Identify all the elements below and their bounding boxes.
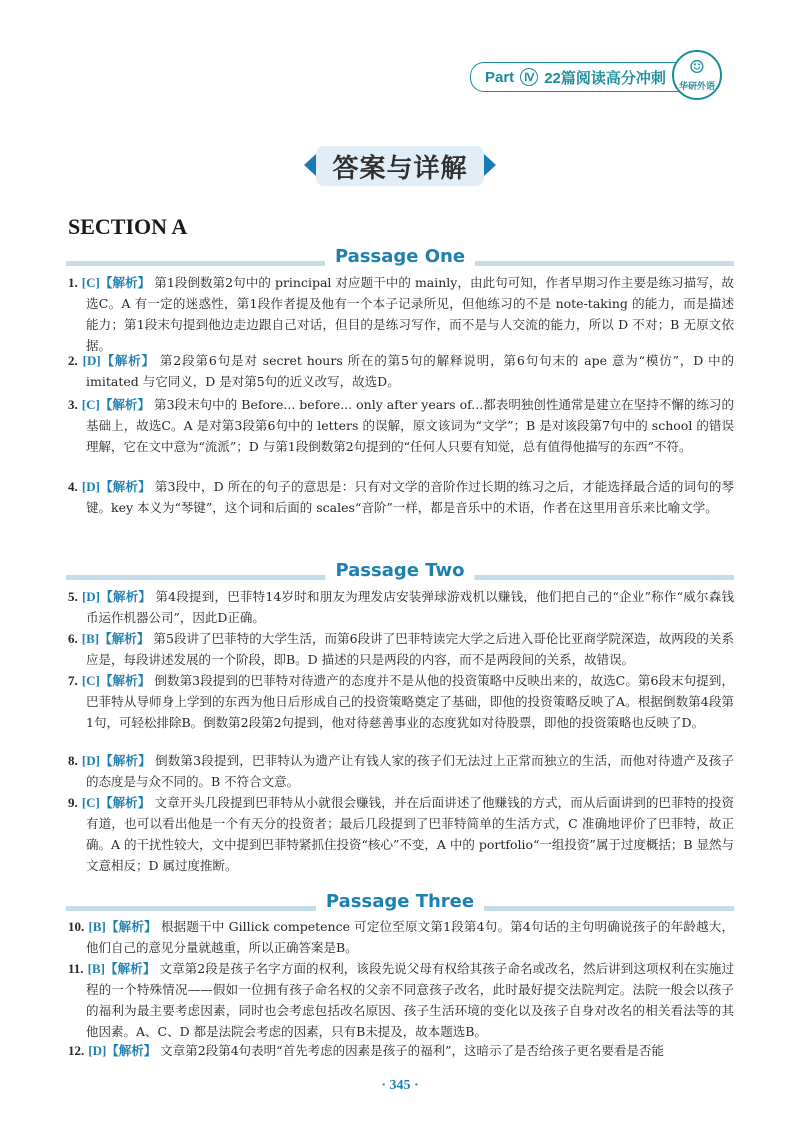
passage-label: Passage One [325, 246, 475, 267]
answer-item: 2. [D]【解析】 第2段第6句是对 secret hours 所在的第5句的解释说明，第6句句末的 ape 意为“模仿”，D 中的 imitated 与它同义，D 是对第5句的近义改写，故选D。 [68, 353, 734, 389]
answer-item: 9. [C]【解析】 文章开头几段提到巴菲特从小就很会赚钱，并在后面讲述了他赚钱的方式，而从后面讲到的巴菲特的投资有道，也可以看出他是一个有天分的投资者；最后几段提到了巴菲特简单的生活方式，C 准确地评价了巴菲特，故正确。A 的干扰性较大，文中提到巴菲特紧抓住投资“核心”不变，A 中的 portfolio“一组投资”属于过度概括；B 显然与文意相反；D 属过度推断。 [68, 795, 734, 873]
answer-key: [D] [81, 479, 100, 494]
answer-key: [C] [81, 397, 100, 412]
passage-bar-one [66, 248, 734, 270]
answer-key: [D] [81, 753, 100, 768]
answer-key: [D] [88, 1043, 107, 1058]
answer-text: 第3段中，D 所在的句子的意思是：只有对文学的音阶作过长期的练习之后，才能选择最合适的词句的琴键。key 本义为“琴键”，这个词和后面的 scales“音阶”一样，都是音乐中的术语，作者在这里用音乐来比喻文学。 [86, 479, 734, 515]
answer-item: 10. [B]【解析】 根据题干中 Gillick competence 可定位至原文第1段第4句。第4句话的主句明确说孩子的年龄越大，他们自己的意见分量就越重，所以正确答案是B。 [68, 919, 734, 955]
section-heading: SECTION A [68, 214, 188, 239]
answer-text: 倒数第3段提到，巴菲特认为遗产让有钱人家的孩子们无法过上正常而独立的生活，而他对待遗产及孩子的态度是与众不同的。B 不符合文意。 [86, 753, 734, 789]
part-label: Part [485, 68, 515, 86]
answer-item: 1. [C]【解析】 第1段倒数第2句中的 principal 对应题干中的 mainly，由此句可知，作者早期习作主要是练习描写，故选C。A 有一定的迷惑性，第1段作者提及他有一个本子记录所见，但他练习的不是 note-taking 的能力，而是描述能力；第1段末句提到他边走边跟自己对话，但目的是练习写作，而不是与人交流的能力，所以 D 不对；B 无原文依据。 [68, 275, 734, 353]
answer-key: [B] [81, 631, 100, 646]
logo-text: 华研外语 [678, 80, 715, 91]
page-header [0, 0, 800, 110]
answer-item: 11. [B]【解析】 文章第2段是孩子名字方面的权利，该段先说父母有权给其孩子命名或改名，然后讲到这项权利在实施过程的一个特殊情况——假如一位拥有孩子命名权的父亲不同意孩子改名，此时最好提交法院判定。法院一般会以孩子的福利为最主要考虑因素，同时也会考虑包括改名原因、孩子生活环境的变化以及孩子自身对改名的相关看法等的其他因素。A、C、D 都是法院会考虑的因素，只有B未提及，故本题选B。 [68, 961, 734, 1039]
answer-text: 第5段讲了巴菲特的大学生活，而第6段讲了巴菲特读完大学之后进入哥伦比亚商学院深造，故两段的关系应是，每段讲述发展的一个阶段，即B。D 描述的只是两段的内容，而不是两段间的关系，故错误。 [86, 631, 734, 667]
answer-text: 文章第2段是孩子名字方面的权利，该段先说父母有权给其孩子命名或改名，然后讲到这项权利在实施过程的一个特殊情况——假如一位拥有孩子命名权的父亲不同意孩子改名，此时最好提交法院判定。法院一般会以孩子的福利为最主要考虑因素，同时也会考虑包括改名原因、孩子生活环境的变化以及孩子自身对改名的相关看法等的其他因素。A、C、D 都是法院会考虑的因素，只有B未提及，故本题选B。 [86, 961, 734, 1039]
answer-item: 5. [D]【解析】 第4段提到，巴菲特14岁时和朋友为理发店安装弹球游戏机以赚钱，他们把自己的“企业”称作“威尔森钱币运作机器公司”，因此D正确。 [68, 589, 734, 625]
publisher-logo [672, 50, 722, 100]
page-title: 答案与详解 [316, 146, 484, 186]
answer-item: 8. [D]【解析】 倒数第3段提到，巴菲特认为遗产让有钱人家的孩子们无法过上正常而独立的生活，而他对待遗产及孩子的态度是与众不同的。B 不符合文意。 [68, 753, 734, 789]
answer-text: 根据题干中 Gillick competence 可定位至原文第1段第4句。第4句话的主句明确说孩子的年龄越大，他们自己的意见分量就越重，所以正确答案是B。 [86, 919, 734, 955]
passage-label: Passage Two [325, 560, 474, 581]
answer-item: 3. [C]【解析】 第3段末句中的 Before... before... only after years of...都表明独创性通常是建立在坚持不懈的练习的基础上，故选C。A 是对第3段第6句中的 letters 的误解，原文该词为“文学”；B 是对该段第7句中的 school 的错误理解，它在文中意为“流派”；D 与第1段倒数第2句提到的“任何人只要有知觉，总有值得他描写的东西”不符。 [68, 397, 734, 454]
passage-label: Passage Three [316, 891, 484, 912]
part-numeral: Ⅳ [520, 68, 538, 86]
passage-bar-three [66, 893, 734, 915]
answer-key: [C] [81, 275, 100, 290]
answer-key: [B] [88, 919, 106, 934]
frog-icon: ☺ [688, 56, 706, 78]
page-number: · 345 · [381, 1078, 419, 1093]
title-banner [300, 140, 500, 190]
answer-item: 12. [D]【解析】 文章第2段第4句表明“首先考虑的因素是孩子的福利”，这暗示了是否给孩子更名要看是否能 [68, 1043, 664, 1058]
answer-key: [C] [81, 673, 100, 688]
answer-item: 7. [C]【解析】 倒数第3段提到的巴菲特对待遗产的态度并不是从他的投资策略中反映出来的，故选C。第6段末句提到，巴菲特从导师身上学到的东西为他日后形成自己的投资策略奠定了基础，即他的投资策略反映了A。根据倒数第4段第1句，可轻松排除B。倒数第2段第2句提到，他对待慈善事业的态度犹如对待股票，即他的投资策略也反映了D。 [68, 673, 734, 730]
answer-text: 第1段倒数第2句中的 principal 对应题干中的 mainly，由此句可知，作者早期习作主要是练习描写，故选C。A 有一定的迷惑性，第1段作者提及他有一个本子记录所见，但他练习的不是 note-taking 的能力，而是描述能力；第1段末句提到他边走边跟自己对话，但目的是练习写作，而不是与人交流的能力，所以 D 不对；B 无原文依据。 [86, 275, 734, 353]
answer-text: 文章第2段第4句表明“首先考虑的因素是孩子的福利”，这暗示了是否给孩子更名要看是否能 [160, 1043, 664, 1058]
passage-bar-two [66, 562, 734, 584]
answer-item: 6. [B]【解析】 第5段讲了巴菲特的大学生活，而第6段讲了巴菲特读完大学之后进入哥伦比亚商学院深造，故两段的关系应是，每段讲述发展的一个阶段，即B。D 描述的只是两段的内容，而不是两段间的关系，故错误。 [68, 631, 734, 667]
answer-text: 文章开头几段提到巴菲特从小就很会赚钱，并在后面讲述了他赚钱的方式，而从后面讲到的巴菲特的投资有道，也可以看出他是一个有天分的投资者；最后几段提到了巴菲特简单的生活方式，C 准确地评价了巴菲特，故正确。A 的干扰性较大，文中提到巴菲特紧抓住投资“核心”不变，A 中的 portfolio“一组投资”属于过度概括；B 显然与文意相反；D 属过度推断。 [86, 795, 734, 873]
answer-key: [D] [81, 589, 100, 604]
part-title: 22篇阅读高分冲刺 [544, 69, 666, 87]
answer-key: [D] [82, 353, 101, 368]
answer-item: 4. [D]【解析】 第3段中，D 所在的句子的意思是：只有对文学的音阶作过长期的练习之后，才能选择最合适的词句的琴键。key 本义为“琴键”，这个词和后面的 scales“音阶”一样，都是音乐中的术语，作者在这里用音乐来比喻文学。 [68, 479, 734, 515]
part-tab [470, 62, 700, 92]
arrow-right-icon [484, 154, 496, 176]
answer-text: 第2段第6句是对 secret hours 所在的第5句的解释说明，第6句句末的 ape 意为“模仿”，D 中的 imitated 与它同义，D 是对第5句的近义改写，故选D。 [86, 353, 734, 389]
answer-text: 第3段末句中的 Before... before... only after years of...都表明独创性通常是建立在坚持不懈的练习的基础上，故选C。A 是对第3段第6句中的 letters 的误解，原文该词为“文学”；B 是对该段第7句中的 school 的错误理解，它在文中意为“流派”；D 与第1段倒数第2句提到的“任何人只要有知觉，总有值得他描写的东西”不符。 [86, 397, 734, 454]
answer-text: 第4段提到，巴菲特14岁时和朋友为理发店安装弹球游戏机以赚钱，他们把自己的“企业”称作“威尔森钱币运作机器公司”，因此D正确。 [86, 589, 734, 625]
arrow-left-icon [304, 154, 316, 176]
answer-key: [C] [81, 795, 100, 810]
answer-key: [B] [87, 961, 105, 976]
answer-text: 倒数第3段提到的巴菲特对待遗产的态度并不是从他的投资策略中反映出来的，故选C。第6段末句提到，巴菲特从导师身上学到的东西为他日后形成自己的投资策略奠定了基础，即他的投资策略反映了A。根据倒数第4段第1句，可轻松排除B。倒数第2段第2句提到，他对待慈善事业的态度犹如对待股票，即他的投资策略也反映了D。 [86, 673, 734, 730]
